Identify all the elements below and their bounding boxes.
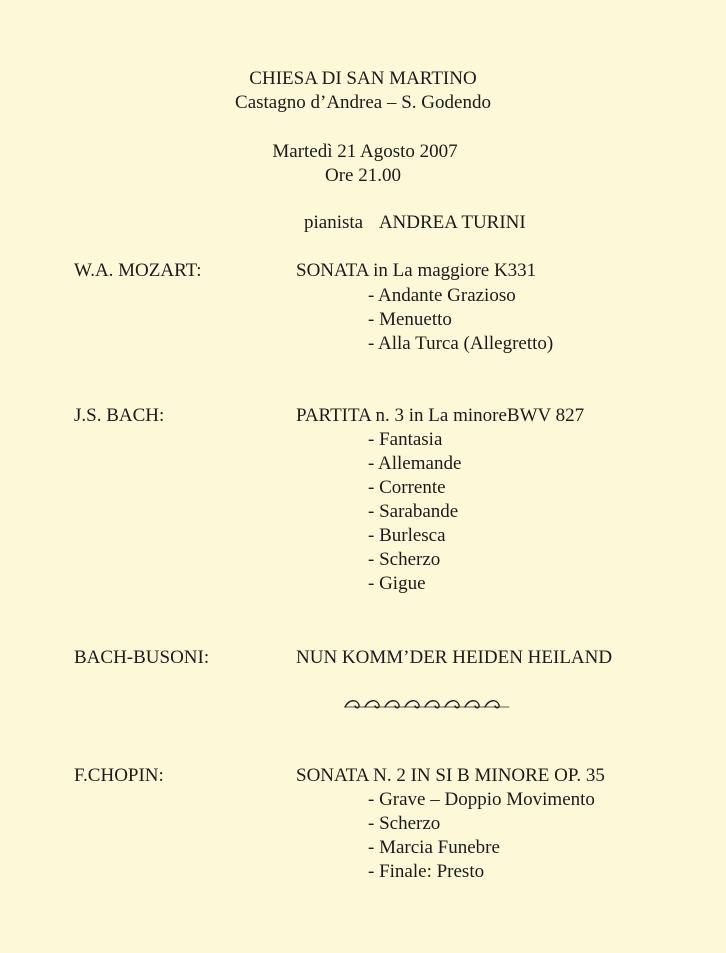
movement: - Menuetto bbox=[368, 309, 452, 330]
venue-title: CHIESA DI SAN MARTINO bbox=[249, 68, 477, 89]
movement: - Burlesca bbox=[368, 525, 446, 546]
movement: - Scherzo bbox=[368, 549, 441, 570]
work-chopin: SONATA N. 2 IN SI B MINORE OP. 35 bbox=[296, 765, 605, 786]
movement: - Gigue bbox=[368, 573, 426, 594]
composer-mozart: W.A. MOZART: bbox=[74, 260, 202, 281]
movement: - Grave – Doppio Movimento bbox=[368, 789, 595, 810]
venue-location: Castagno d’Andrea – S. Godendo bbox=[235, 92, 491, 113]
work-bach: PARTITA n. 3 in La minoreBWV 827 bbox=[296, 405, 585, 426]
work-bach-busoni: NUN KOMM’DER HEIDEN HEILAND bbox=[296, 647, 613, 668]
composer-bach-busoni: BACH-BUSONI: bbox=[74, 647, 210, 668]
movement: - Marcia Funebre bbox=[368, 837, 500, 858]
movement: - Andante Grazioso bbox=[368, 285, 516, 306]
movement: - Sarabande bbox=[368, 501, 459, 522]
composer-chopin: F.CHOPIN: bbox=[74, 765, 164, 786]
movement: - Allemande bbox=[368, 453, 462, 474]
movement: - Alla Turca (Allegretto) bbox=[368, 333, 554, 354]
performer-role: pianista bbox=[304, 212, 364, 233]
concert-time: Ore 21.00 bbox=[325, 165, 401, 186]
concert-date: Martedì 21 Agosto 2007 bbox=[272, 141, 458, 162]
movement: - Corrente bbox=[368, 477, 446, 498]
work-mozart: SONATA in La maggiore K331 bbox=[296, 260, 537, 281]
scroll-ornament-icon bbox=[343, 695, 513, 713]
performer-name: ANDREA TURINI bbox=[378, 212, 526, 233]
movement: - Finale: Presto bbox=[368, 861, 485, 882]
movement: - Fantasia bbox=[368, 429, 443, 450]
movement: - Scherzo bbox=[368, 813, 441, 834]
performer-line bbox=[304, 212, 526, 234]
composer-bach: J.S. BACH: bbox=[74, 405, 165, 426]
